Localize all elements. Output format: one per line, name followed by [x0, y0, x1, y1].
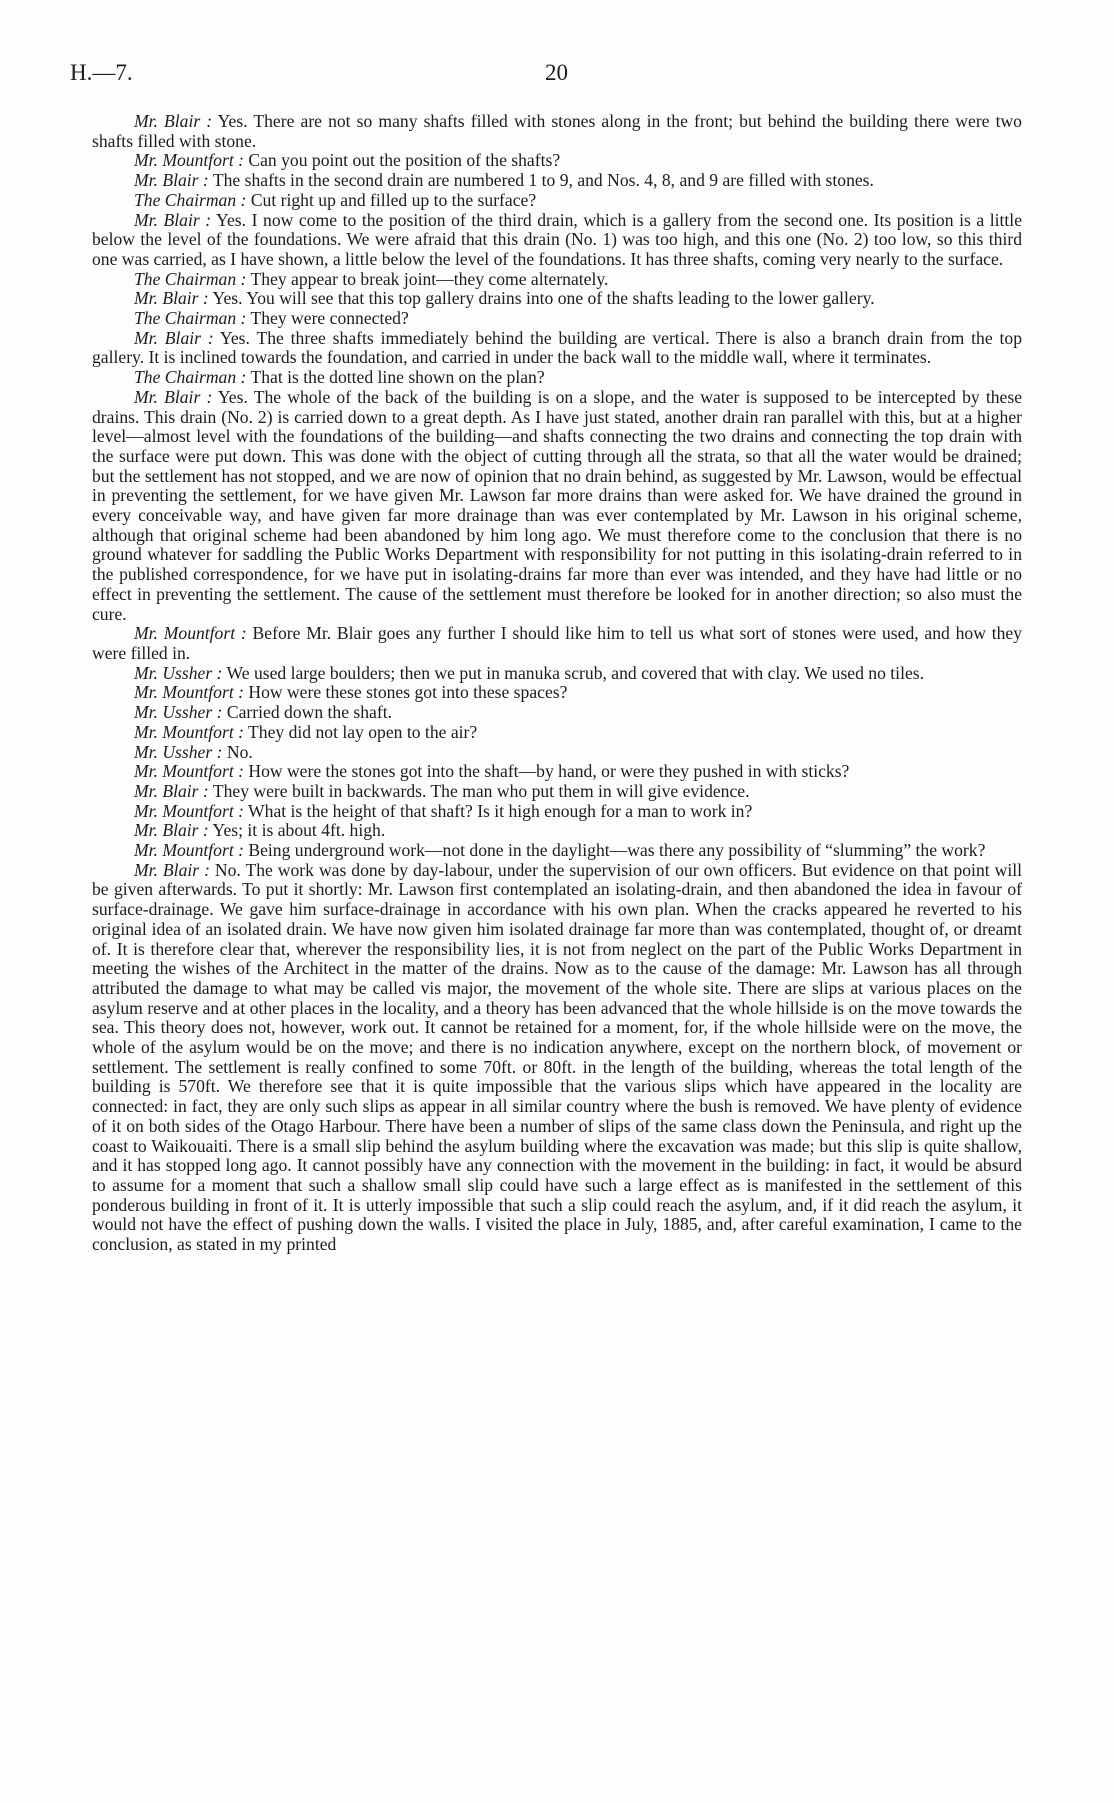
- transcript-paragraph: [92, 821, 1022, 841]
- page-header: [70, 60, 1054, 90]
- speech-text: What is the height of that shaft? Is it high enough for a man to work in?: [243, 800, 753, 821]
- transcript-paragraph: [92, 861, 1022, 1255]
- speaker-name: Mr. Blair :: [134, 386, 213, 407]
- speech-text: The shafts in the second drain are numbered 1 to 9, and Nos. 4, 8, and 9 are filled with stones.: [208, 170, 874, 191]
- speech-text: Yes; it is about 4ft. high.: [208, 820, 386, 841]
- speech-text: Carried down the shaft.: [222, 702, 393, 723]
- page-number: 20: [545, 60, 568, 85]
- transcript-paragraph: [92, 368, 1022, 388]
- transcript-paragraph: [92, 841, 1022, 861]
- transcript-paragraph: [92, 309, 1022, 329]
- speech-text: Cut right up and filled up to the surface?: [246, 189, 537, 210]
- speech-text: No.: [222, 741, 253, 762]
- speaker-name: Mr. Blair :: [134, 170, 209, 191]
- speaker-name: Mr. Ussher :: [134, 662, 223, 683]
- speech-text: Yes. The whole of the back of the building is on a slope, and the water is supposed to be intercepted by these drains. This drain (No. 2) is carried down to a great depth. As I have just stated, another drain ran parallel with this, but at a higher level—almost level with the foundations of the building—and shafts connecting the two drains and connecting the top drain with the surface were put down. This was done with the object of cutting through all the strata, so that all the water would be drained; but the settlement has not stopped, and we are now of opinion that no drain behind, as suggested by Mr. Lawson, would be effectual in preventing the settlement, for we have given Mr. Lawson far more drains than were asked for. We have drained the ground in every conceivable way, and have given far more drainage than was ever contemplated by Mr. Lawson in his original scheme, although that original scheme had been abandoned by him long ago. We must therefore come to the conclusion that there is no ground whatever for saddling the Public Works Department with responsibility for not putting in this isolating-drain referred to in the published correspondence, for we have put in isolating-drains far more than ever was intended, and they have had little or no effect in preventing the settlement. The cause of the settlement must therefore be looked for in another direction; so also must the cure.: [92, 386, 1023, 624]
- transcript-paragraph: [92, 683, 1022, 703]
- transcript-paragraph: [92, 703, 1022, 723]
- speaker-name: Mr. Mountfort :: [134, 800, 244, 821]
- transcript-paragraph: [92, 289, 1022, 309]
- speech-text: That is the dotted line shown on the plan?: [246, 367, 545, 388]
- speech-text: Before Mr. Blair goes any further I should like him to tell us what sort of stones were used, and how they were filled in.: [92, 623, 1022, 663]
- speech-text: Being underground work—not done in the daylight—was there any possibility of “slumming” the work?: [243, 840, 986, 861]
- transcript-paragraph: [92, 112, 1022, 151]
- speech-text: Yes. There are not so many shafts filled with stones along in the front; but behind the building there were two shafts filled with stone.: [92, 111, 1022, 151]
- speaker-name: Mr. Blair :: [134, 288, 209, 309]
- transcript-paragraph: [92, 270, 1022, 290]
- transcript-paragraph: [92, 624, 1022, 663]
- speaker-name: Mr. Ussher :: [134, 741, 223, 762]
- speaker-name: Mr. Blair :: [134, 820, 209, 841]
- speaker-name: Mr. Blair :: [134, 111, 213, 131]
- speech-text: They were built in backwards. The man who put them in will give evidence.: [208, 780, 750, 801]
- speaker-name: Mr. Ussher :: [134, 702, 223, 723]
- speaker-name: Mr. Mountfort :: [134, 682, 244, 703]
- speaker-name: The Chairman :: [134, 308, 247, 329]
- transcript-body: [92, 112, 1022, 1255]
- speech-text: How were these stones got into these spaces?: [243, 682, 568, 703]
- transcript-paragraph: [92, 151, 1022, 171]
- speech-text: Yes. I now come to the position of the third drain, which is a gallery from the second one. Its position is a little below the level of the foundations. We were afraid that this drain (No. 1) was too high, and this one (No. 2) too low, so this third one was carried, as I have shown, a little below the level of the foundations. It has three shafts, coming very nearly to the surface.: [92, 209, 1022, 269]
- speaker-name: The Chairman :: [134, 367, 247, 388]
- transcript-paragraph: [92, 802, 1022, 822]
- transcript-paragraph: [92, 171, 1022, 191]
- speech-text: We used large boulders; then we put in manuka scrub, and covered that with clay. We used no tiles.: [222, 662, 925, 683]
- speech-text: They were connected?: [246, 308, 409, 329]
- transcript-paragraph: [92, 782, 1022, 802]
- transcript-paragraph: [92, 743, 1022, 763]
- transcript-paragraph: [92, 211, 1022, 270]
- document-reference: H.—7.: [70, 60, 133, 85]
- speaker-name: Mr. Blair :: [134, 859, 210, 880]
- speech-text: No. The work was done by day-labour, under the supervision of our own officers. But evidence on that point will be given afterwards. To put it shortly: Mr. Lawson first contemplated an isolating-drain, and then abandoned the idea in favour of surface-drainage. We gave him surface-drainage in accordance with his own plan. When the cracks appeared he reverted to his original idea of an isolated drain. We have now given him isolated drainage far more than was contemplated, thought of, or dreamt of. It is therefore clear that, wherever the responsibility lies, it is not from neglect on the part of the Public Works Department in meeting the wishes of the Architect in the matter of the drains. Now as to the cause of the damage: Mr. Lawson has all through attributed the damage to what may be called vis major, the movement of the whole site. There are slips at various places on the asylum reserve and at other places in the locality, and a theory has been advanced that the whole hillside is on the move towards the sea. This theory does not, however, work out. It cannot be retained for a moment, for, if the whole hillside were on the move, the whole of the asylum would be on the move; and there is no indication anywhere, except on the northern block, of movement or settlement. The settlement is really confined to some 70ft. or 80ft. in the length of the building, whereas the total length of the building is 570ft. We therefore see that it is quite impossible that the various slips which have appeared in the locality are connected: in fact, they are only such slips as appear in all similar country where the bush is removed. We have plenty of evidence of it on both sides of the Otago Harbour. There have been a number of slips of the same class down the Peninsula, and right up the coast to Waikouaiti. There is a small slip behind the asylum building where the excavation was made; but this slip is quite shallow, and it has stopped long ago. It cannot possibly have any connection with the movement in the building: in fact, it would be absurd to assume for a moment that such a shallow small slip could have such a large effect as is manifested in the settlement of this ponderous building in front of it. It is utterly impossible that such a slip could reach the asylum, and, if it did reach the asylum, it would not have the effect of pushing down the walls. I visited the place in July, 1885, and, after careful examination, I came to the conclusion, as stated in my printed: [92, 859, 1022, 1255]
- speaker-name: Mr. Mountfort :: [134, 761, 244, 782]
- speaker-name: Mr. Mountfort :: [134, 840, 244, 861]
- speaker-name: Mr. Mountfort :: [134, 623, 247, 644]
- speech-text: They appear to break joint—they come alternately.: [246, 268, 609, 289]
- speech-text: Yes. The three shafts immediately behind the building are vertical. There is also a branch drain from the top gallery. It is inclined towards the foundation, and carried in under the back wall to the middle wall, where it terminates.: [92, 327, 1022, 368]
- speaker-name: Mr. Mountfort :: [134, 721, 244, 742]
- speaker-name: The Chairman :: [134, 268, 247, 289]
- speaker-name: Mr. Blair :: [134, 327, 214, 348]
- transcript-paragraph: [92, 388, 1022, 624]
- speech-text: Can you point out the position of the shafts?: [243, 150, 561, 171]
- speaker-name: Mr. Blair :: [134, 209, 212, 230]
- speech-text: They did not lay open to the air?: [243, 721, 478, 742]
- transcript-paragraph: [92, 191, 1022, 211]
- transcript-paragraph: [92, 723, 1022, 743]
- transcript-paragraph: [92, 329, 1022, 368]
- speaker-name: Mr. Blair :: [134, 780, 209, 801]
- speaker-name: The Chairman :: [134, 189, 247, 210]
- transcript-paragraph: [92, 664, 1022, 684]
- speech-text: Yes. You will see that this top gallery drains into one of the shafts leading to the lower gallery.: [208, 288, 875, 309]
- speech-text: How were the stones got into the shaft—by hand, or were they pushed in with sticks?: [243, 761, 850, 782]
- transcript-paragraph: [92, 762, 1022, 782]
- speaker-name: Mr. Mountfort :: [134, 150, 244, 171]
